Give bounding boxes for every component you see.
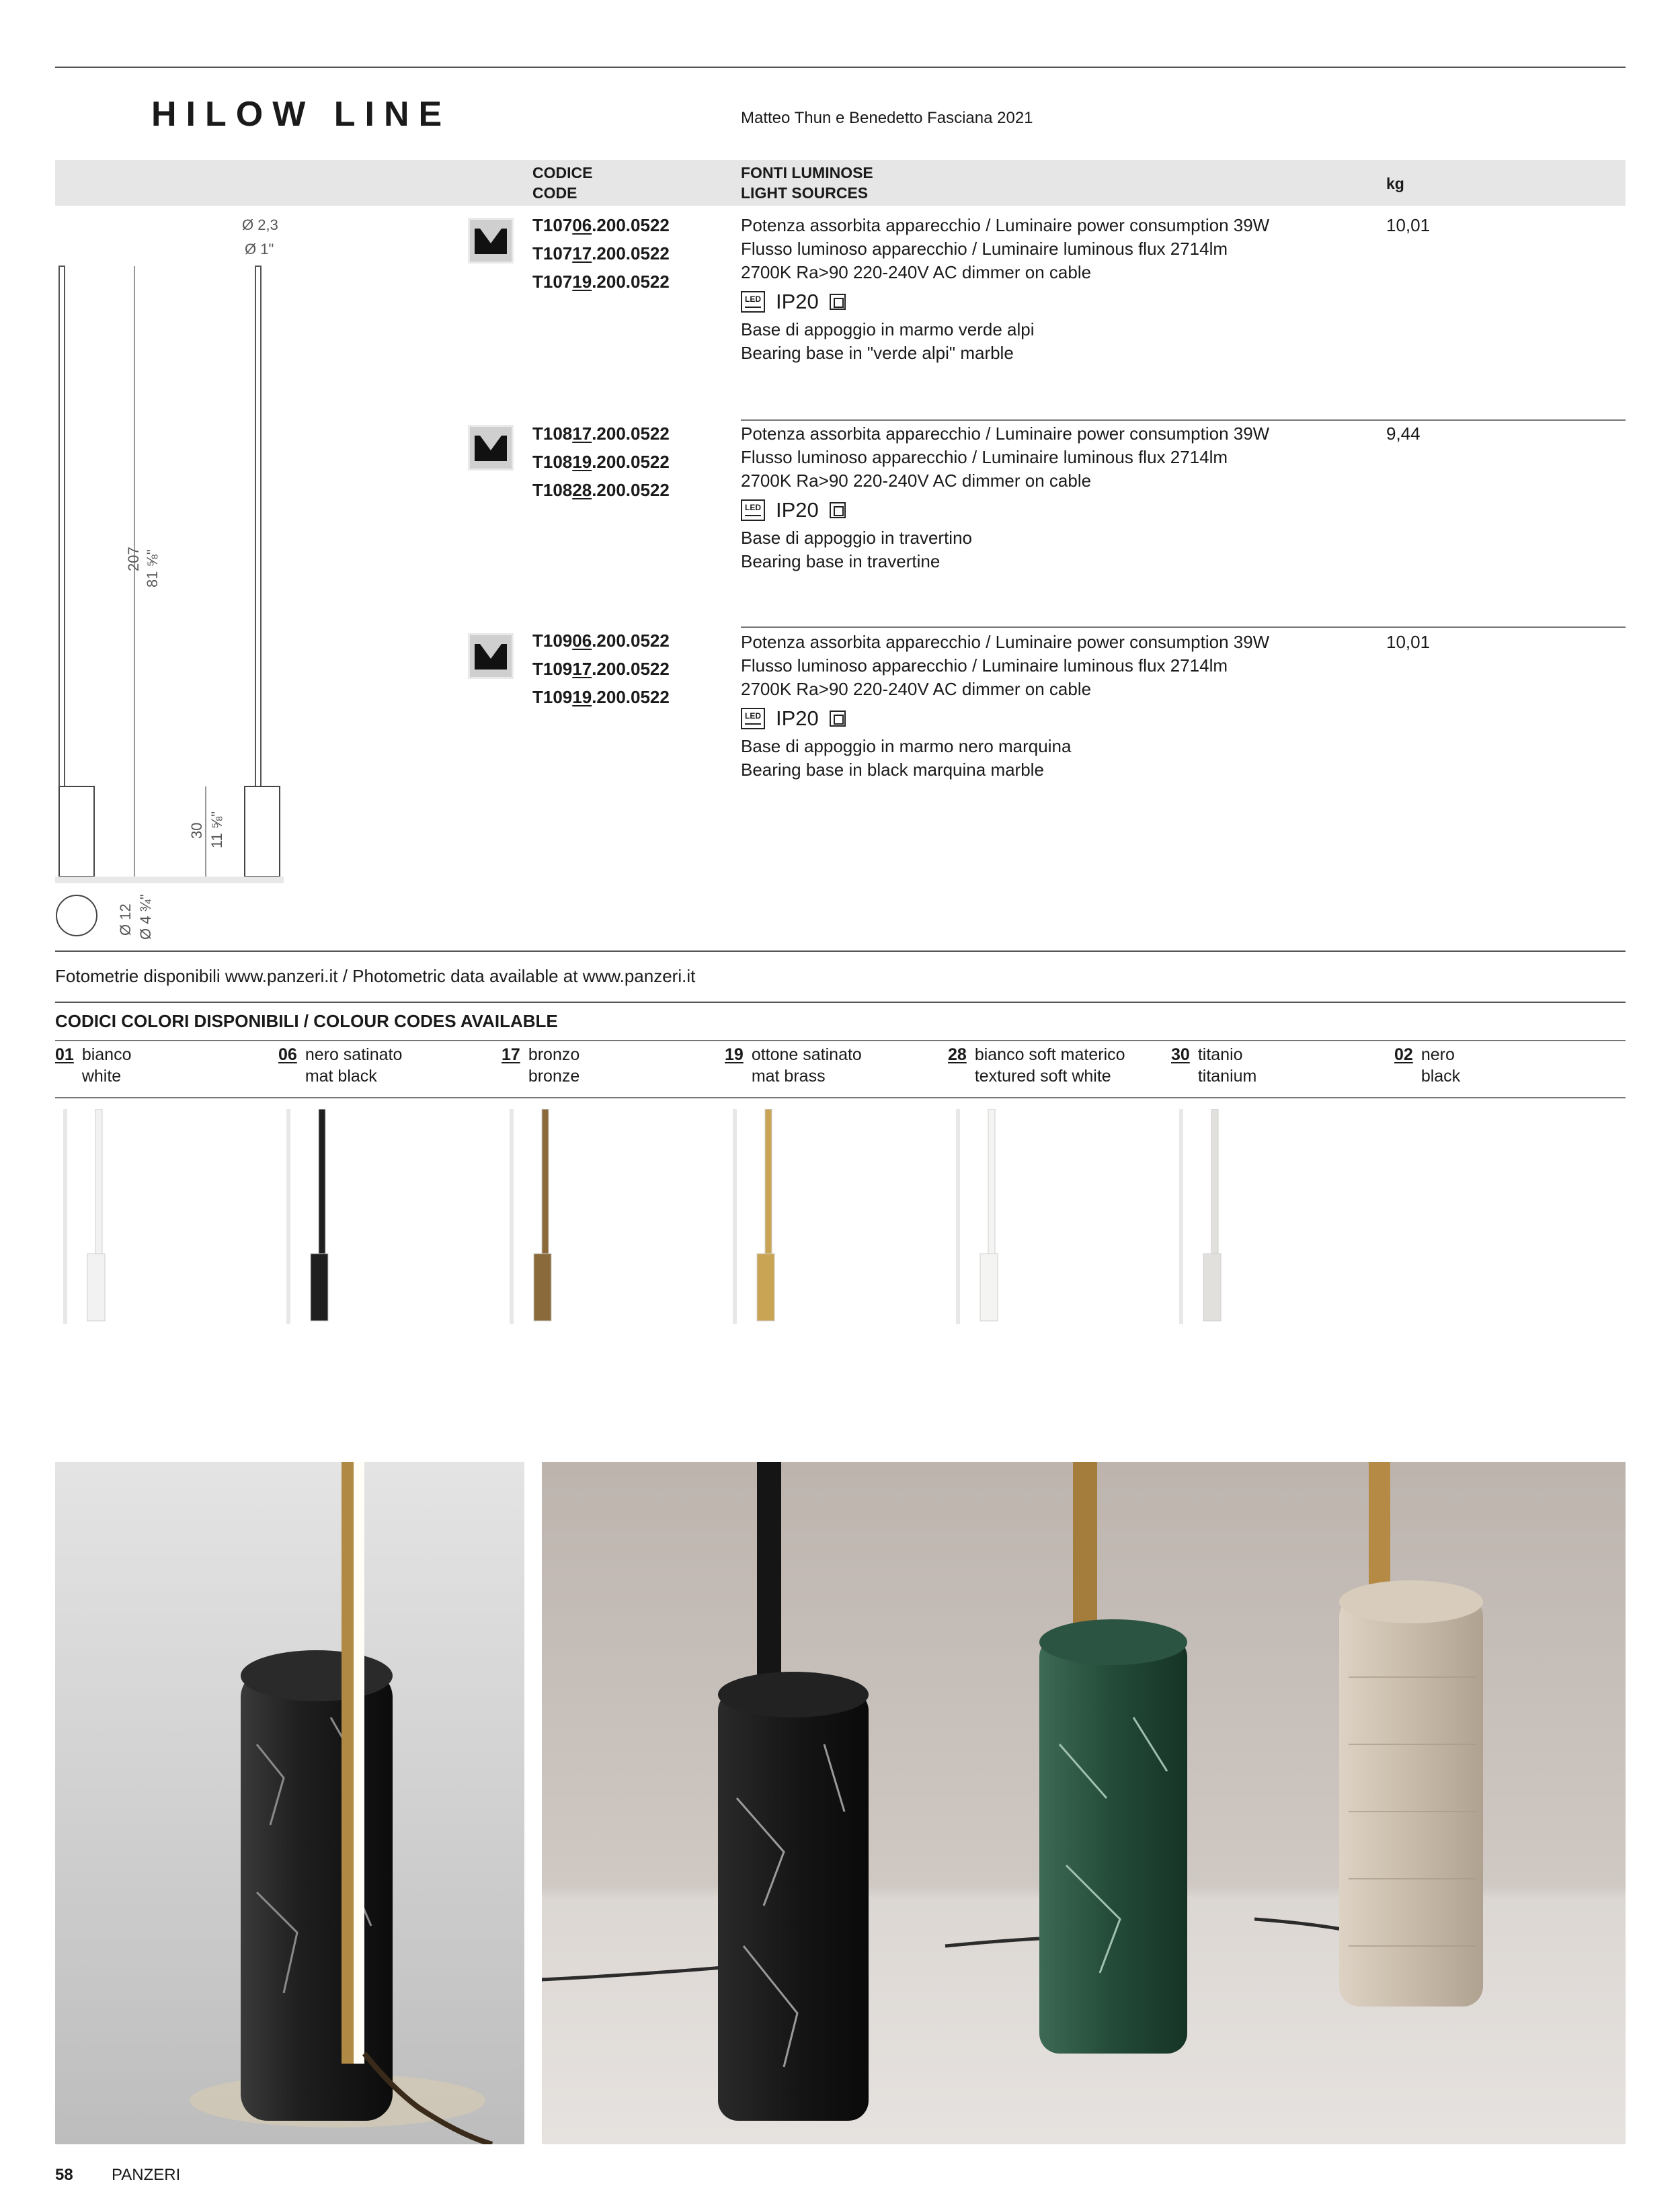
product-code: T10828.200.0522 — [532, 480, 670, 500]
flux-spec: Flusso luminoso apparecchio / Luminaire luminous flux 2714lm — [741, 655, 1228, 676]
certification-badges — [741, 497, 1269, 524]
ip-rating: IP20 — [776, 706, 819, 730]
base-material-en: Bearing base in travertine — [741, 551, 941, 571]
drawing-lamp-left-pole — [59, 266, 65, 831]
section-rule — [55, 1040, 1626, 1041]
colour-code-item: 06 nero satinato mat black — [278, 1045, 403, 1086]
kg-column-header: kg — [1386, 175, 1404, 192]
sources-column-header: FONTI LUMINOSE LIGHT SOURCES — [741, 164, 873, 202]
colour-code-item: 01 bianco white — [55, 1045, 132, 1086]
weight-value-2: 9,44 — [1386, 423, 1421, 444]
certification-badges — [741, 705, 1269, 732]
colour-code-item: 17 bronzo bronze — [502, 1045, 580, 1086]
product-code: T10719.200.0522 — [532, 272, 670, 292]
power-spec: Potenza assorbita apparecchio / Luminaire power consumption 39W — [741, 632, 1270, 652]
dim-base-height-cm: 30 — [188, 822, 205, 839]
designers-credit: Matteo Thun e Benedetto Fasciana 2021 — [741, 109, 1033, 127]
led-icon: LED — [741, 291, 765, 313]
photo-three-marble-bases — [542, 1462, 1626, 2144]
product-thumbnail-3 — [468, 633, 514, 679]
colour-code-item: 19 ottone satinato mat brass — [725, 1045, 862, 1086]
base-material-it: Base di appoggio in travertino — [741, 528, 973, 548]
colour-codes-heading: CODICI COLORI DISPONIBILI / COLOUR CODES AVAILABLE — [55, 1011, 558, 1031]
dim-base-diameter-cm: Ø 12 — [117, 903, 134, 936]
brand-name: PANZERI — [112, 2166, 181, 2184]
product-codes-3 — [532, 626, 670, 711]
row-divider — [741, 626, 1626, 628]
colour-code-item: 28 bianco soft materico textured soft white — [948, 1045, 1125, 1086]
colour-code-item: 02 nero black — [1394, 1045, 1461, 1086]
power-spec: Potenza assorbita apparecchio / Luminaire power consumption 39W — [741, 215, 1270, 235]
power-spec: Potenza assorbita apparecchio / Luminaire power consumption 39W — [741, 423, 1270, 444]
cct-spec: 2700K Ra>90 220-240V AC dimmer on cable — [741, 679, 1092, 699]
base-material-it: Base di appoggio in marmo nero marquina — [741, 736, 1072, 756]
photo-black-marble-lamp — [55, 1462, 524, 2144]
base-material-en: Bearing base in "verde alpi" marble — [741, 343, 1014, 363]
drawing-lamp-right-base — [245, 786, 280, 877]
drawing-lamp-left-base — [59, 786, 94, 877]
product-code: T10717.200.0522 — [532, 243, 670, 263]
colour-swatch-lamp-19 — [733, 1109, 774, 1324]
product-thumbnail-1 — [468, 218, 514, 263]
dim-base-diameter-in: Ø 4 ¾" — [137, 894, 154, 940]
dim-diameter-cm: Ø 2,3 — [242, 216, 278, 233]
product-specs-1 — [741, 214, 1269, 365]
class-ii-icon — [830, 502, 846, 518]
base-material-en: Bearing base in black marquina marble — [741, 760, 1044, 780]
product-codes-2 — [532, 419, 670, 504]
colour-swatch-lamp-01 — [63, 1109, 105, 1324]
product-specs-3 — [741, 631, 1269, 782]
flux-spec: Flusso luminoso apparecchio / Luminaire luminous flux 2714lm — [741, 447, 1228, 467]
product-specs-2 — [741, 422, 1269, 573]
ip-rating: IP20 — [776, 498, 819, 522]
product-code: T10906.200.0522 — [532, 631, 670, 651]
product-code: T10819.200.0522 — [532, 452, 670, 472]
cct-spec: 2700K Ra>90 220-240V AC dimmer on cable — [741, 471, 1092, 491]
section-rule — [55, 1097, 1626, 1098]
top-rule — [55, 67, 1626, 68]
colour-swatch-lamp-28 — [956, 1109, 998, 1324]
technical-drawing — [55, 208, 297, 948]
colour-swatch-lamp-06 — [286, 1109, 328, 1324]
photometric-footnote: Fotometrie disponibili www.panzeri.it / Photometric data available at www.panzeri.it — [55, 966, 696, 986]
row-divider — [741, 419, 1626, 421]
base-material-it: Base di appoggio in marmo verde alpi — [741, 319, 1035, 339]
product-thumbnail-2 — [468, 425, 514, 471]
section-rule — [55, 950, 1626, 952]
product-code: T10917.200.0522 — [532, 659, 670, 679]
led-icon: LED — [741, 708, 765, 729]
dim-base-height-in: 11 ⅝" — [208, 811, 225, 848]
dim-height-cm: 207 — [125, 546, 142, 571]
code-column-header: CODICE CODE — [532, 164, 593, 202]
certification-badges — [741, 288, 1269, 315]
dim-diameter-in: Ø 1" — [245, 241, 274, 257]
colour-swatch-lamp-30 — [1179, 1109, 1221, 1324]
cct-spec: 2700K Ra>90 220-240V AC dimmer on cable — [741, 262, 1092, 282]
weight-value-3: 10,01 — [1386, 632, 1431, 652]
colour-code-item: 30 titanio titanium — [1171, 1045, 1257, 1086]
flux-spec: Flusso luminoso apparecchio / Luminaire luminous flux 2714lm — [741, 239, 1228, 259]
dim-height-in: 81 ⅝" — [144, 549, 161, 587]
page-number: 58 — [55, 2166, 73, 2184]
product-code: T10817.200.0522 — [532, 423, 670, 444]
ip-rating: IP20 — [776, 290, 819, 313]
section-rule — [55, 1002, 1626, 1003]
drawing-base-top-view — [56, 895, 97, 936]
weight-value-1: 10,01 — [1386, 215, 1431, 235]
led-icon: LED — [741, 499, 765, 521]
product-code: T10919.200.0522 — [532, 687, 670, 707]
drawing-lamp-right-pole — [255, 266, 261, 790]
page-title: HILOW LINE — [151, 95, 452, 134]
colour-swatch-lamp-17 — [510, 1109, 551, 1324]
class-ii-icon — [830, 711, 846, 727]
product-codes-1 — [532, 211, 670, 296]
class-ii-icon — [830, 294, 846, 310]
colour-swatch-renders — [55, 1109, 1626, 1338]
product-code: T10706.200.0522 — [532, 215, 670, 235]
